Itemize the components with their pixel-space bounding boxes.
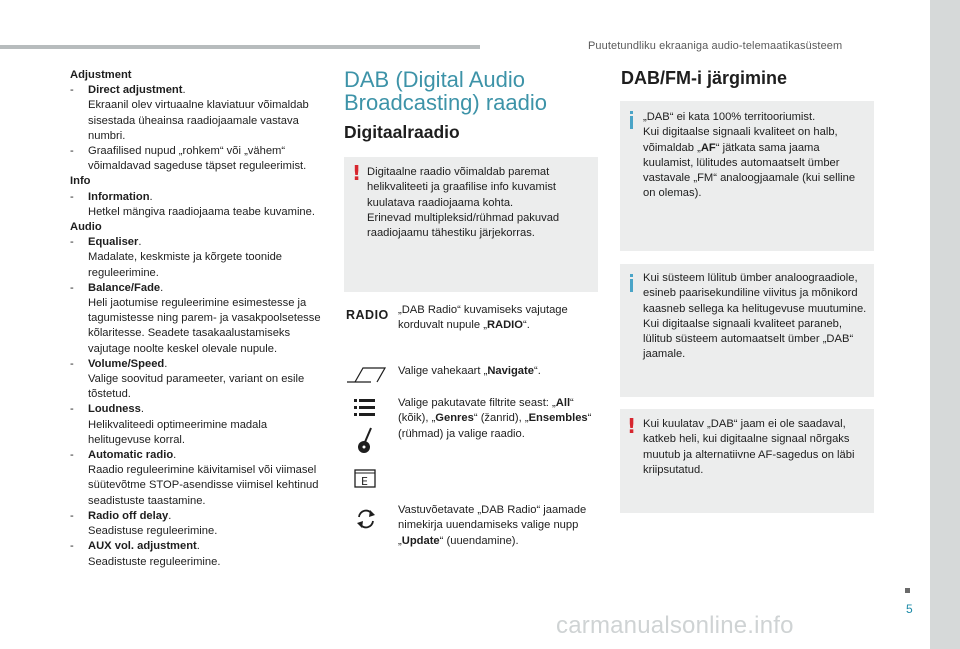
item-name: Direct adjustment — [88, 84, 183, 97]
section-title: DAB (Digital Audio Broadcasting) raadio — [344, 67, 548, 115]
dash-bullet: - — [70, 509, 74, 522]
step-filter-text: Valige pakutavate filtrite seast: „All“ (kõik), „Genres“ (žanrid), „Ensembles“ (rühmad) ja valige raadio. — [398, 397, 592, 440]
header-rule — [0, 45, 480, 49]
item-name: Radio off delay — [88, 509, 169, 522]
watermark: carmanualsonline.info — [556, 612, 794, 639]
info-icon — [630, 279, 633, 292]
item-separator: . — [149, 190, 153, 203]
dash-bullet: - — [70, 84, 74, 97]
ensemble-e-icon — [354, 467, 378, 489]
group-title: Audio — [70, 221, 102, 234]
list-item — [70, 357, 330, 403]
warning-box-digital — [344, 157, 598, 292]
list-item — [70, 281, 330, 357]
item-description: Helikvaliteedi optimeerimine madala helitugevuse korral. — [88, 418, 268, 446]
item-separator: . — [140, 403, 144, 416]
item-description: Madalate, keskmiste ja kõrgete toonide reguleerimine. — [88, 251, 283, 279]
running-header: Puutetundliku ekraaniga audio-telemaatikasüsteem — [588, 40, 843, 52]
item-separator: . — [196, 540, 200, 553]
item-name: Volume/Speed — [88, 357, 165, 370]
dash-bullet: - — [70, 190, 74, 203]
item-separator: . — [173, 449, 177, 462]
page-number: 5 — [906, 602, 913, 616]
dash-bullet: - — [70, 281, 74, 294]
list-item — [70, 402, 330, 448]
step-navigate-text: Valige vahekaart „Navigate“. — [398, 365, 541, 377]
svg-text:E: E — [361, 475, 368, 488]
refresh-update-icon — [355, 508, 377, 530]
group-title: Adjustment — [70, 69, 132, 81]
item-description: Ekraanil olev virtuaalne klaviatuur võimaldab sisestada üheainsa raadiojaamale vastava numbri. — [88, 99, 309, 142]
left-column — [70, 68, 330, 570]
dash-bullet: - — [70, 357, 74, 370]
item-name: Loudness — [88, 403, 141, 416]
item-name: Balance/Fade — [88, 281, 161, 294]
dash-bullet: - — [70, 449, 74, 462]
info-text-coverage: „DAB“ ei kata 100% territooriumist. Kui digitaalse signaali kvaliteet on halb, võimaldab „AF“ jätkata sama jaama kuulamist, lülitudes automaatselt ümber vastavale „FM“ analoogjaamale (kui selline on olemas). — [643, 111, 856, 200]
warning-icon: ! — [352, 161, 362, 185]
info-icon-dot — [630, 274, 633, 277]
settings-group — [70, 174, 330, 220]
list-item — [70, 539, 330, 569]
list-item — [70, 509, 330, 539]
continuation-marker — [905, 588, 910, 593]
warning-box-unavailable — [620, 409, 874, 513]
navigate-tab-icon — [345, 366, 387, 384]
radio-button-label: RADIO — [346, 308, 389, 322]
settings-group — [70, 220, 330, 570]
info-text-switch: Kui süsteem lülitub ümber analoograadiole, esineb paarisekundiline viivitus ja mõnikord kaasneb sellega ka helitugevuse muutumine. Kui digitaalse signaali kvaliteet paraneb, lülitub süsteem automaatselt ümber „DAB“ jaamale. — [643, 272, 867, 361]
warning-icon: ! — [627, 414, 637, 438]
step-radio-text: „DAB Radio“ kuvamiseks vajutage korduvalt nupule „RADIO“. — [398, 304, 568, 332]
item-separator: . — [182, 84, 186, 97]
item-separator: . — [168, 509, 172, 522]
item-name: AUX vol. adjustment — [88, 540, 197, 553]
settings-group — [70, 68, 330, 174]
list-item — [70, 235, 330, 281]
info-icon — [630, 116, 633, 129]
info-box-switch — [620, 264, 874, 397]
list-item — [70, 144, 330, 174]
info-box-coverage — [620, 101, 874, 251]
item-description: Hetkel mängiva raadiojaama teabe kuvamine. — [88, 205, 315, 218]
warning-text-unavailable: Kui kuulatav „DAB“ jaam ei ole saadaval, katkeb heli, kui digitaalne signaal nõrgaks muutub ja alternatiivne AF-sagedus on läbi kriipsutatud. — [643, 418, 855, 476]
section-title-dab-fm: DAB/FM-i järgimine — [621, 68, 788, 88]
item-separator: . — [138, 236, 142, 249]
list-item — [70, 448, 330, 509]
item-name: Equaliser — [88, 236, 139, 249]
dash-bullet: - — [70, 540, 74, 553]
group-title: Info — [70, 175, 91, 188]
item-description: Seadistuste reguleerimine. — [88, 555, 221, 568]
info-icon-dot — [630, 111, 633, 114]
item-name: Information — [88, 190, 150, 203]
guitar-genre-icon — [356, 427, 376, 455]
dash-bullet: - — [70, 403, 74, 416]
item-description: Valige soovitud parameeter, variant on esile tõstetud. — [88, 373, 305, 401]
subsection-title: Digitaalraadio — [344, 122, 460, 142]
item-description: Graafilised nupud „rohkem“ või „vähem“ võimaldavad sageduse täpset reguleerimist. — [88, 145, 307, 173]
dash-bullet: - — [70, 145, 74, 158]
item-name: Automatic radio — [88, 449, 174, 462]
warning-text: Digitaalne raadio võimaldab paremat helikvaliteeti ja graafilise info kuvamist kuulatava raadiojaama kohta. Erinevad multipleksid/rühmad pakuvad raadiojaamu tähestiku järjekorras. — [367, 166, 560, 240]
page-edge-strip — [930, 0, 960, 649]
item-description: Raadio reguleerimine käivitamisel või viimasel süütevõtme STOP-asendisse viimisel kehtinud seadistuste taastamine. — [88, 464, 319, 507]
list-item — [70, 83, 330, 144]
item-description: Heli jaotumise reguleerimine esimestesse ja tagumistesse ning parem- ja vasakpoolsetesse kõlaritesse. Seadete tasakaalustamiseks vajutage noolte keskel olevale nupule. — [88, 297, 321, 355]
item-separator: . — [160, 281, 164, 294]
item-description: Seadistuse reguleerimine. — [88, 525, 218, 538]
list-item — [70, 190, 330, 220]
list-filter-icon — [354, 398, 378, 418]
item-separator: . — [164, 357, 168, 370]
dash-bullet: - — [70, 236, 74, 249]
step-update-text: Vastuvõetavate „DAB Radio“ jaamade nimekirja uuendamiseks valige nupp „Update“ (uuendamine). — [398, 504, 587, 547]
